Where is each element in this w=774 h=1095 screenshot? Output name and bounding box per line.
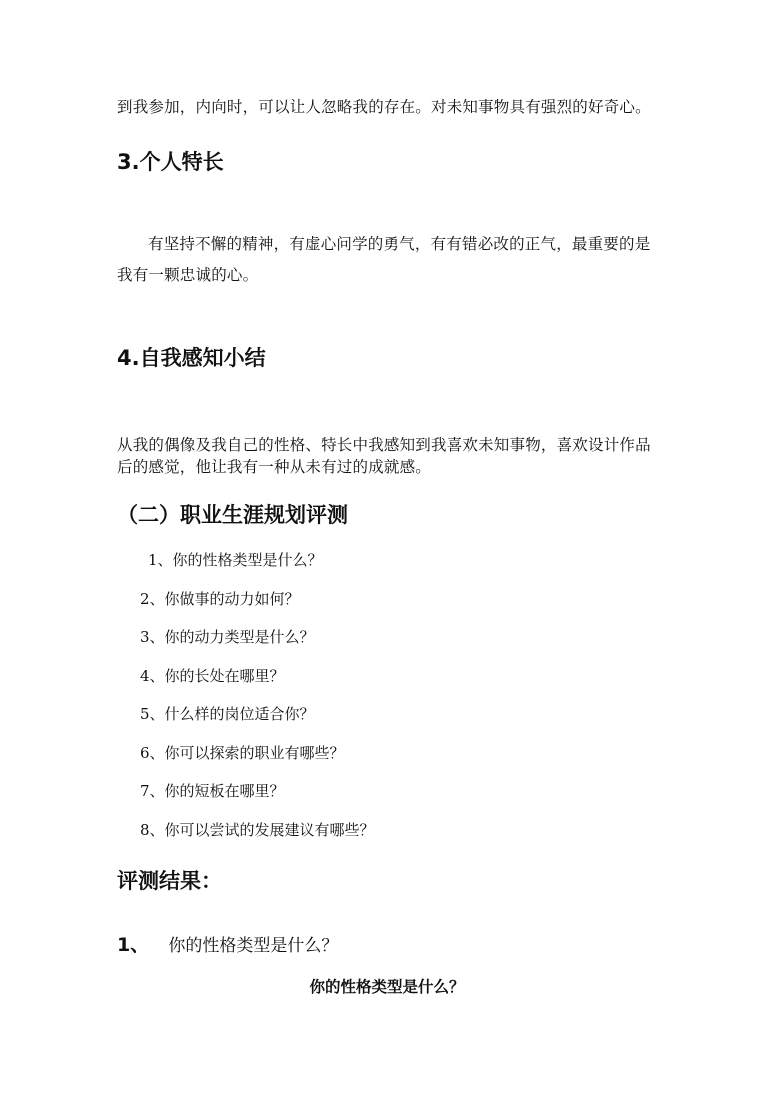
result-item-number: 1、 — [117, 934, 150, 956]
summary-paragraph-line-2: 后的感觉，他让我有一种从未有过的成就感。 — [117, 458, 432, 476]
question-list-item: 3、你的动力类型是什么？ — [140, 628, 315, 646]
question-list-item: 8、你可以尝试的发展建议有哪些？ — [140, 821, 375, 839]
question-list-item: 4、你的长处在哪里？ — [140, 667, 285, 685]
question-list-item: 7、你的短板在哪里？ — [140, 782, 285, 800]
question-list-item: 1、你的性格类型是什么？ — [148, 551, 323, 569]
question-list-item: 6、你可以探索的职业有哪些？ — [140, 744, 345, 762]
specialty-paragraph-line-2: 我有一颗忠诚的心。 — [117, 266, 259, 284]
result-item-question: 你的性格类型是什么？ — [168, 936, 339, 956]
result-item — [117, 930, 338, 957]
heading-specialty: 3.个人特长 — [117, 150, 224, 174]
question-list-item: 2、你做事的动力如何？ — [140, 590, 300, 608]
heading-self-summary: 4.自我感知小结 — [117, 346, 266, 370]
heading-results: 评测结果： — [117, 869, 222, 893]
intro-paragraph-line: 到我参加，内向时，可以让人忽略我的存在。对未知事物具有强烈的好奇心。 — [117, 98, 651, 116]
summary-paragraph-line-1: 从我的偶像及我自己的性格、特长中我感知到我喜欢未知事物，喜欢设计作品 — [117, 436, 651, 454]
heading-career-eval: （二）职业生涯规划评测 — [117, 503, 348, 527]
centered-subheading: 你的性格类型是什么？ — [309, 978, 465, 996]
specialty-paragraph-line-1: 有坚持不懈的精神，有虚心问学的勇气，有有错必改的正气，最重要的是 — [148, 235, 651, 253]
question-list-item: 5、什么样的岗位适合你？ — [140, 705, 315, 723]
